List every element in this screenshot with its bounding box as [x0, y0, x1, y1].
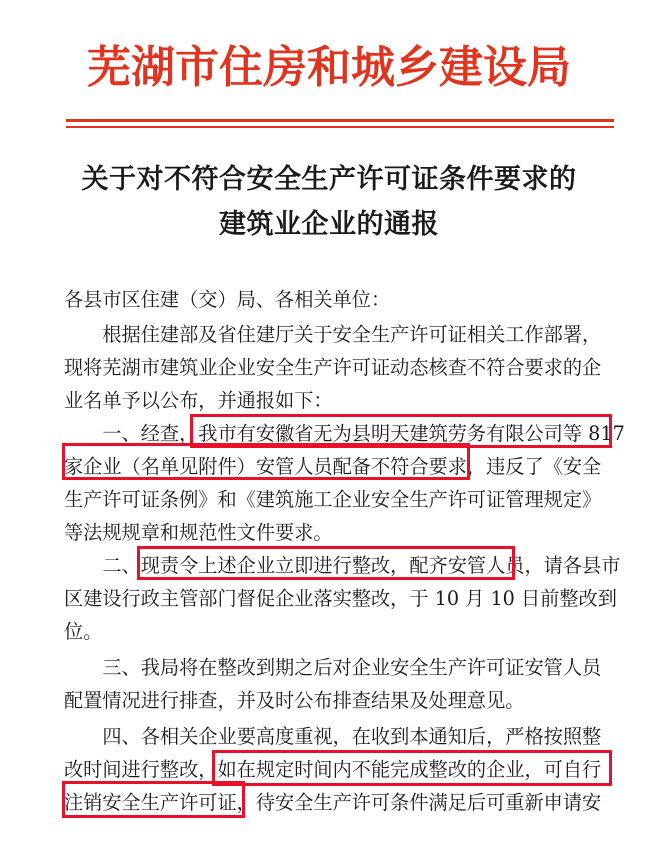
highlight-box-failure-to-rectify	[212, 750, 612, 786]
item4-line-3: 注销安全生产许可证，待安全生产许可条件满足后可重新申请安	[64, 791, 602, 814]
intro-line-2: 现将芜湖市建筑业企业安全生产许可证动态核查不符合要求的企	[64, 356, 602, 379]
item1-line-3: 生产许可证条例》和《建筑施工企业安全生产许可证管理规定》	[64, 488, 602, 511]
item2-line-3: 位。	[64, 620, 103, 643]
intro-line-1: 根据住建部及省住建厅关于安全生产许可证相关工作部署，	[64, 323, 602, 346]
item1-line-4: 等法规规章和规范性文件要求。	[64, 521, 333, 544]
highlight-box-cancel-license	[62, 781, 245, 818]
item4-line-2: 改时间进行整改，如在规定时间内不能完成整改的企业，可自行	[64, 758, 602, 781]
header-divider-thin	[66, 126, 614, 128]
item2-line-2: 区建设行政主管部门督促企业落实整改，于 10 月 10 日前整改到	[64, 587, 617, 610]
item3-line-1: 三、我局将在整改到期之后对企业安全生产许可证安管人员	[64, 656, 602, 679]
highlight-box-staffing-noncompliance	[62, 443, 470, 480]
header-divider-thick	[66, 119, 614, 122]
salutation: 各县市区住建（交）局、各相关单位：	[64, 288, 391, 311]
item3-line-2: 配置情况进行排查，并及时公布排查结果及处理意见。	[64, 689, 525, 712]
item1-line-1: 一、经查，我市有安徽省无为县明天建筑劳务有限公司等 817	[64, 422, 625, 445]
item1-line-2: 家企业（名单见附件）安管人员配备不符合要求，违反了《安全	[64, 455, 602, 478]
document-title-line-2: 建筑业企业的通报	[219, 209, 439, 240]
item4-line-1: 四、各相关企业要高度重视，在收到本通知后，严格按照整	[64, 725, 602, 748]
issuing-authority-header: 芜湖市住房和城乡建设局	[87, 42, 571, 93]
item2-line-1: 二、现责令上述企业立即进行整改，配齐安管人员，请各县市	[64, 554, 621, 577]
highlight-box-rectification-order	[137, 546, 515, 580]
document-title-line-1: 关于对不符合安全生产许可证条件要求的	[81, 164, 577, 195]
intro-line-3: 业名单予以公布，并通报如下：	[64, 389, 333, 412]
